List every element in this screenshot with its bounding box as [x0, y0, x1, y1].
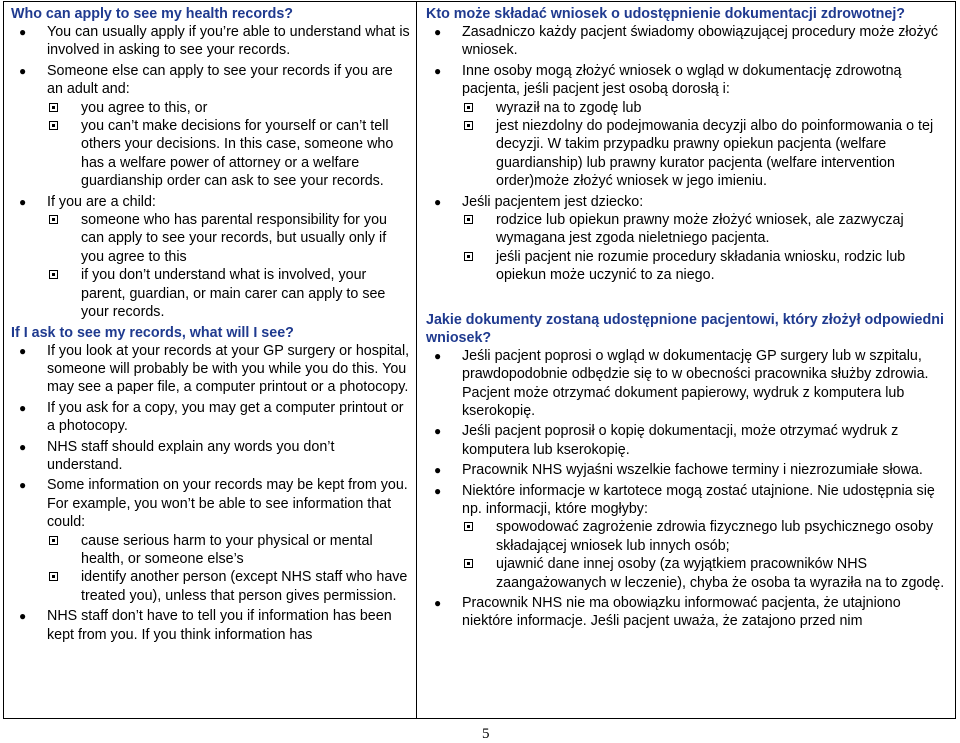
square-bullet-icon: [464, 522, 473, 531]
page-number: 5: [482, 726, 490, 742]
bullet-icon: ●: [19, 343, 27, 358]
square-bullet-icon: [49, 270, 58, 279]
list-item: ● Pracownik NHS wyjaśni wszelkie fachowe terminy i niezrozumiałe słowa.: [434, 462, 923, 479]
list-item: ● Inne osoby mogą złożyć wniosek o wgląd w dokumentację zdrowotną pacjenta, jeśli pacjent jest osobą dorosłą i: wyraził na to zgodę lub jest niezdolny do podejmowania decyzji albo do poinformowania o tej decyzji. W takim przypadku prawny opiekun pacjenta (welfare guardianship) lub prawny kurator pacjenta (welfare intervention order)może złożyć wniosek w jego imieniu.: [426, 62, 951, 191]
what-will-i-see-list: [11, 342, 412, 645]
square-bullet-icon: [464, 252, 473, 261]
polish-column: [417, 2, 955, 718]
list-item: ● If you are a child: someone who has parental responsibility for you can apply to see your records, but usually only if you agree to this if you don’t understand what is involved, your parent, guardian, or main carer can apply to see your records.: [11, 193, 412, 322]
sub-list-item: someone who has parental responsibility for you can apply to see your records, but usually only if you agree to this: [47, 211, 412, 266]
heading-what-will-i-see: If I ask to see my records, what will I see?: [11, 324, 294, 341]
list-item: ● Jeśli pacjent poprosi o wgląd w dokumentację GP surgery lub w szpitalu, prawdopodobnie odbędzie się to w obecności pracownika służby zdrowia. Pacjent może otrzymać dokument papierowy, wydruk z komputera lub kserokopię.: [434, 347, 929, 419]
square-bullet-icon: [49, 121, 58, 130]
heading-jakie-dokumenty: Jakie dokumenty zostaną udostępnione pacjentowi, który złożył odpowiedni wniosek?: [426, 311, 944, 346]
list-item: ● Some information on your records may be kept from you. For example, you won’t be able to see information that could: cause serious harm to your physical or mental health, or someone else’s identify another person (except NHS staff who have treated you), unless that person gives permission.: [11, 476, 412, 605]
bullet-icon: ●: [434, 424, 442, 439]
heading-kto-moze: Kto może składać wniosek o udostępnienie dokumentacji zdrowotnej?: [426, 6, 906, 22]
list-item: ● Jeśli pacjentem jest dziecko: rodzice lub opiekun prawny może złożyć wniosek, ale zazwyczaj wymagana jest zgoda nieletniego pacjenta. jeśli pacjent nie rozumie procedury składania wniosku, rodzic lub opiekun może uczynić to za niego.: [426, 193, 951, 285]
square-bullet-icon: [464, 121, 473, 130]
bullet-icon: ●: [434, 483, 442, 498]
heading-who-can-apply: Who can apply to see my health records?: [11, 6, 294, 22]
list-item: ● Zasadniczo każdy pacjent świadomy obowiązującej procedury może złożyć wniosek.: [434, 24, 938, 59]
bullet-icon: ●: [434, 194, 442, 209]
square-bullet-icon: [49, 103, 58, 112]
list-item: ● Someone else can apply to see your records if you are an adult and: you agree to this, or you can’t make decisions for yourself or can’t tell others your decisions. In this case, someone who has a welfare power of attorney or a welfare guardianship order can ask to see your records.: [11, 62, 412, 191]
square-bullet-icon: [464, 103, 473, 112]
bullet-icon: ●: [434, 25, 442, 39]
sub-list: [47, 99, 412, 191]
bullet-icon: ●: [19, 194, 27, 209]
square-bullet-icon: [49, 536, 58, 545]
bullet-icon: ●: [434, 63, 442, 78]
bullet-icon: ●: [434, 595, 442, 610]
kto-moze-list: [426, 23, 951, 285]
bullet-icon: ●: [19, 439, 27, 454]
sub-list-item: rodzice lub opiekun prawny może złożyć wniosek, ale zazwyczaj wymagana jest zgoda nieletniego pacjenta.: [462, 211, 951, 248]
sub-list: [47, 532, 412, 606]
bullet-icon: ●: [19, 400, 27, 415]
sub-list-item: you agree to this, or: [47, 99, 412, 117]
sub-list-item: you can’t make decisions for yourself or can’t tell others your decisions. In this case, someone who has a welfare power of attorney or a welfare guardianship order can ask to see your records.: [47, 117, 412, 191]
list-item: ● If you look at your records at your GP surgery or hospital, someone will probably be with you while you do this. You may see a paper file, a computer printout or a photocopy.: [19, 342, 410, 396]
sub-list-item: identify another person (except NHS staff who have treated you), unless that person gives permission.: [47, 568, 412, 605]
sub-list-item: wyraził na to zgodę lub: [462, 99, 951, 117]
jakie-dokumenty-list: [426, 347, 951, 631]
sub-list-item: if you don’t understand what is involved, your parent, guardian, or main carer can apply to see your records.: [47, 266, 412, 321]
bullet-icon: ●: [434, 348, 442, 363]
sub-list-item: jeśli pacjent nie rozumie procedury składania wniosku, rodzic lub opiekun może uczynić to za niego.: [462, 248, 951, 285]
list-item: ● Niektóre informacje w kartotece mogą zostać utajnione. Nie udostępnia się np. informacji, które mogłyby: spowodować zagrożenie zdrowia fizycznego lub psychicznego osoby składającej wniosek lub innych osób; ujawnić dane innej osoby (za wyjątkiem pracowników NHS zaangażowanych w leczenie), chyba że osoba ta wyraziła na to zgodę.: [426, 482, 951, 592]
bullet-icon: ●: [19, 478, 27, 493]
sub-list: [462, 518, 951, 592]
list-item: ● You can usually apply if you’re able to understand what is involved in asking to see your records.: [19, 24, 410, 59]
bilingual-table: [3, 1, 956, 719]
list-item: ● NHS staff don’t have to tell you if information has been kept from you. If you think information has: [19, 608, 392, 643]
list-item: ● Jeśli pacjent poprosił o kopię dokumentacji, może otrzymać wydruk z komputera lub kserokopię.: [434, 423, 899, 458]
english-column: [4, 2, 417, 718]
sub-list-item: cause serious harm to your physical or mental health, or someone else’s: [47, 532, 412, 569]
square-bullet-icon: [464, 559, 473, 568]
bullet-icon: ●: [434, 463, 442, 478]
list-item: ● Pracownik NHS nie ma obowiązku informować pacjenta, że utajniono niektóre informacje. Jeśli pacjent uważa, że zatajono przed nim: [434, 594, 901, 630]
bullet-icon: ●: [19, 609, 27, 624]
list-item: ● NHS staff should explain any words you don’t understand.: [19, 438, 335, 473]
square-bullet-icon: [464, 215, 473, 224]
sub-list: [47, 211, 412, 321]
bullet-icon: ●: [19, 63, 27, 78]
sub-list: [462, 211, 951, 285]
sub-list-item: jest niezdolny do podejmowania decyzji albo do poinformowania o tej decyzji. W takim przypadku prawny opiekun pacjenta (welfare guardianship) lub prawny kurator pacjenta (welfare intervention order)może złożyć wniosek w jego imieniu.: [462, 117, 951, 191]
who-can-apply-list: [11, 23, 412, 322]
square-bullet-icon: [49, 215, 58, 224]
sub-list: [462, 99, 951, 191]
square-bullet-icon: [49, 572, 58, 581]
bullet-icon: ●: [19, 25, 27, 39]
sub-list-item: ujawnić dane innej osoby (za wyjątkiem pracowników NHS zaangażowanych w leczenie), chyba że osoba ta wyraziła na to zgodę.: [462, 555, 951, 592]
list-item: ● If you ask for a copy, you may get a computer printout or a photocopy.: [19, 399, 404, 435]
sub-list-item: spowodować zagrożenie zdrowia fizycznego lub psychicznego osoby składającej wniosek lub innych osób;: [462, 518, 951, 555]
